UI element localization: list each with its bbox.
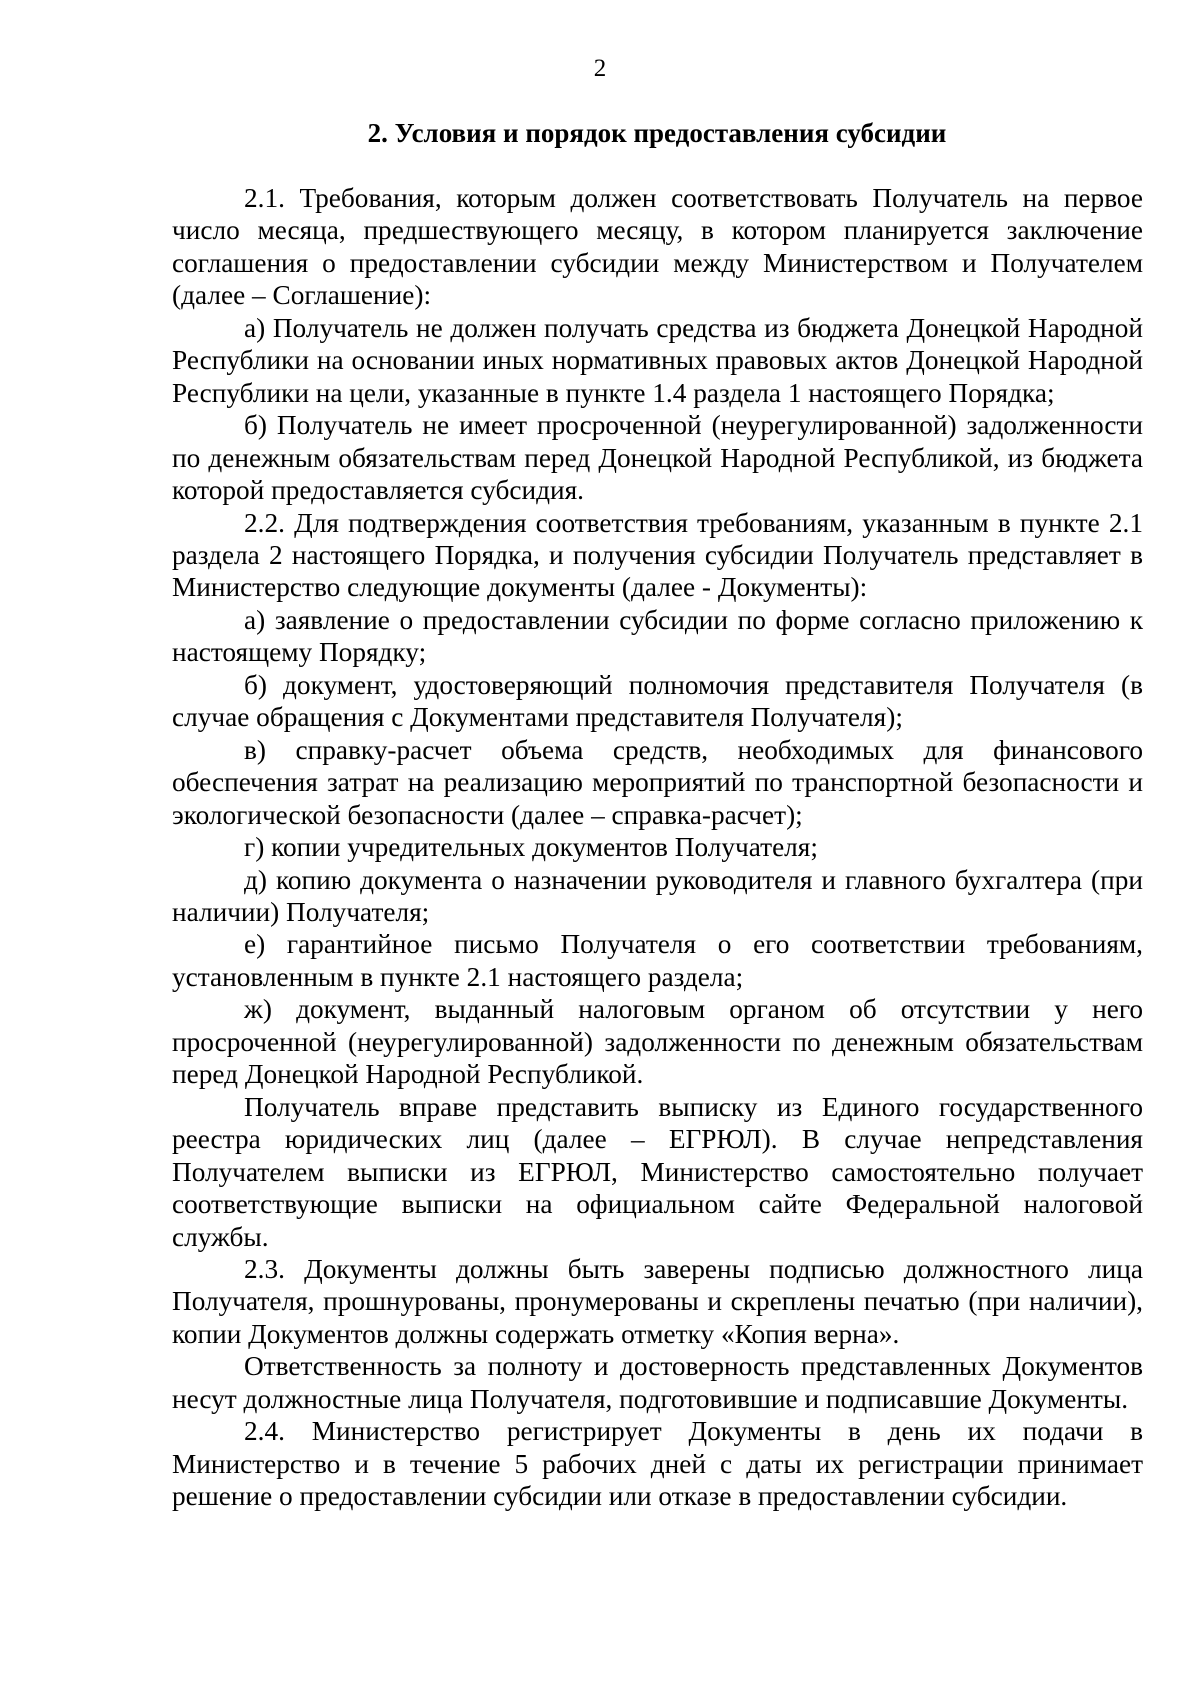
paragraph-2-1-b: б) Получатель не имеет просроченной (неурегулированной) задолженности по денежным обязательствам перед Донецкой Народной Республикой, из бюджета которой предоставляется субсидия. (172, 410, 1143, 506)
paragraph-responsibility: Ответственность за полноту и достоверность представленных Документов несут должностные лица Получателя, подготовившие и подписавшие Документы. (172, 1351, 1143, 1414)
paragraph-2-2-d: д) копию документа о назначении руководителя и главного бухгалтера (при наличии) Получателя; (172, 864, 1143, 927)
paragraph-2-2: 2.2. Для подтверждения соответствия требованиям, указанным в пункте 2.1 раздела 2 настоящего Порядка, и получения субсидии Получатель представляет в Министерство следующие документы (далее - Документы): (172, 507, 1143, 603)
paragraph-2-2-zh: ж) документ, выданный налоговым органом об отсутствии у него просроченной (неурегулированной) задолженности по денежным обязательствам перед Донецкой Народной Республикой. (172, 994, 1143, 1090)
paragraph-2-2-a: а) заявление о предоставлении субсидии по форме согласно приложению к настоящему Порядку; (172, 604, 1143, 668)
section-title: 2. Условия и порядок предоставления субсидии (367, 118, 947, 148)
paragraph-2-3: 2.3. Документы должны быть заверены подписью должностного лица Получателя, прошнурованы, пронумерованы и скреплены печатью (при наличии), копии Документов должны содержать отметку «Копия верна». (172, 1253, 1143, 1349)
paragraph-2-1: 2.1. Требования, которым должен соответствовать Получатель на первое число месяца, предшествующего месяцу, в котором планируется заключение соглашения о предоставлении субсидии между Министерством и Получателем (далее – Соглашение): (172, 183, 1143, 311)
paragraph-2-4: 2.4. Министерство регистрирует Документы в день их подачи в Министерство и в течение 5 рабочих дней с даты их регистрации принимает решение о предоставлении субсидии или отказе в предоставлении субсидии. (172, 1416, 1143, 1512)
page-number: 2 (593, 55, 607, 82)
paragraph-2-1-a: а) Получатель не должен получать средства из бюджета Донецкой Народной Республики на основании иных нормативных правовых актов Донецкой Народной Республики на цели, указанные в пункте 1.4 раздела 1 настоящего Порядка; (172, 312, 1143, 408)
paragraph-egrul-extract: Получатель вправе представить выписку из Единого государственного реестра юридических лиц (далее – ЕГРЮЛ). В случае непредставления Получателем выписки из ЕГРЮЛ, Министерство самостоятельно получает соответствующие выписки на официальном сайте Федеральной налоговой службы. (172, 1091, 1143, 1252)
document-body (172, 182, 1143, 1513)
paragraph-2-2-b: б) документ, удостоверяющий полномочия представителя Получателя (в случае обращения с Документами представителя Получателя); (172, 669, 1143, 733)
paragraph-2-2-g: г) копии учредительных документов Получателя; (244, 832, 818, 863)
paragraph-2-2-v: в) справку-расчет объема средств, необходимых для финансового обеспечения затрат на реализацию мероприятий по транспортной безопасности и экологической безопасности (далее – справка-расчет); (172, 734, 1143, 830)
paragraph-2-2-e: е) гарантийное письмо Получателя о его соответствии требованиям, установленным в пункте 2.1 настоящего раздела; (172, 929, 1143, 992)
